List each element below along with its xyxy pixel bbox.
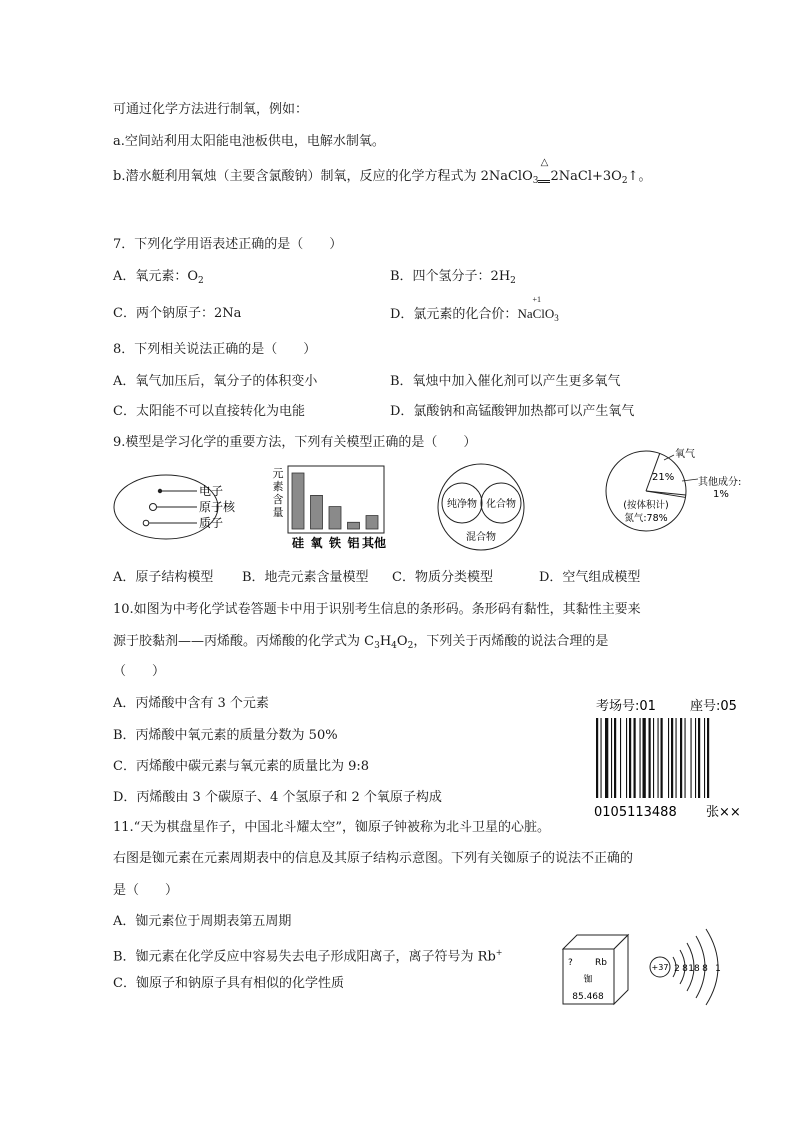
class-label-mixture: 混合物	[466, 532, 496, 543]
barcode-bar	[707, 718, 709, 798]
q11-option-a: A．铷元素位于周期表第五周期	[113, 914, 292, 929]
crust-category-label: 氧	[310, 536, 323, 550]
air-label-oxygen-pct: 21%	[652, 472, 675, 483]
barcode-seat: 座号:05	[690, 699, 737, 714]
q9-option-c: C．物质分类模型	[392, 570, 493, 585]
air-label-oxygen: 氧气	[675, 449, 695, 460]
barcode-bar	[611, 718, 612, 798]
shell-2-count: 8	[682, 964, 688, 974]
crust-category-label: 铁	[328, 536, 342, 550]
barcode-bar	[668, 718, 669, 798]
class-label-compound: 化合物	[486, 499, 516, 510]
q10-option-c: C．丙烯酸中碳元素与氧元素的质量比为 9:8	[113, 759, 370, 774]
nucleus-charge: +37	[651, 963, 669, 972]
q8-option-a: A．氧气加压后，氧分子的体积变小	[113, 374, 318, 389]
crust-ylabel-2: 含	[272, 493, 284, 506]
crust-bar	[311, 495, 323, 529]
barcode-bars	[596, 718, 709, 798]
air-label-other: 其他成分:	[698, 477, 742, 488]
q9-stem: 9.模型是学习化学的重要方法，下列有关模型正确的是（ ）	[113, 435, 477, 450]
crust-element-chart	[268, 463, 388, 553]
atom-label-nucleus: 原子核	[199, 500, 236, 514]
air-composition-chart	[602, 446, 762, 536]
crust-category-label: 其他	[361, 536, 387, 550]
q10-option-b: B．丙烯酸中氧元素的质量分数为 50%	[113, 728, 338, 743]
barcode-bar	[640, 718, 641, 798]
barcode-bar	[691, 718, 692, 798]
q10-stem-line-1: 10.如图为中考化学试卷答题卡中用于识别考生信息的条形码。条形码有黏性，其黏性主要来	[113, 602, 641, 617]
element-atomic-number: ?	[568, 958, 573, 968]
q7-option-d: D．氯元素的化合价：NaClO$_3$ +1	[390, 295, 559, 323]
q11-option-b: B．铷元素在化学反应中容易失去电子形成阳离子，离子符号为 Rb+	[113, 948, 503, 965]
element-symbol: Rb	[595, 958, 607, 968]
barcode-bar	[704, 718, 705, 798]
intro-line-2: a.空间站利用太阳能电池板供电，电解水制氧。	[113, 134, 385, 149]
element-mass: 85.468	[572, 992, 604, 1002]
crust-category-label: 铝	[347, 536, 360, 550]
intro-line-1: 可通过化学方法进行制氧，例如：	[113, 102, 309, 117]
q7-option-b: B．四个氢分子：$2H_2$	[390, 269, 516, 286]
shell-3-count: 18	[688, 964, 700, 974]
crust-bar	[292, 473, 304, 529]
q10-stem-line-3: （ ）	[113, 664, 166, 679]
q10-option-d: D．丙烯酸由 3 个碳原子、4 个氢原子和 2 个氧原子构成	[113, 790, 442, 805]
q11-stem-line-1: 11.“天为棋盘星作子，中国北斗耀太空”，铷原子钟被称为北斗卫星的心脏。	[113, 820, 550, 835]
shell-5-count: 1	[715, 964, 721, 974]
valence-mark: +1	[532, 295, 541, 304]
intro-line-3: b.潜水艇利用氧烛（主要含氯酸钠）制氧，反应的化学方程式为 2NaClO$_3$ △ $2NaCl+3O_2↑$。	[113, 157, 652, 186]
barcode-bar	[698, 718, 700, 798]
barcode-number: 0105113488	[594, 805, 677, 820]
q8-option-b: B．氧烛中加入催化剂可以产生更多氧气	[390, 374, 621, 389]
q9-option-a: A．原子结构模型	[113, 570, 214, 585]
barcode-bar	[661, 718, 663, 798]
classification-model-figure	[435, 462, 527, 552]
element-cell-figure	[560, 932, 635, 1007]
barcode-figure	[590, 694, 755, 824]
barcode-bar	[680, 718, 682, 798]
q8-stem: 8．下列相关说法正确的是（ ）	[113, 342, 317, 357]
air-label-nitrogen: 氮气:78%	[624, 513, 668, 524]
atom-model-figure	[113, 470, 253, 550]
crust-ylabel-3: 量	[272, 506, 284, 519]
atomic-structure-figure	[646, 926, 736, 1016]
q10-option-a: A．丙烯酸中含有 3 个元素	[113, 696, 269, 711]
barcode-bar	[620, 718, 621, 798]
class-label-pure: 纯净物	[447, 499, 477, 510]
atom-label-electron: 电子	[199, 484, 224, 498]
q11-stem-line-3: 是（ ）	[113, 883, 179, 898]
q9-option-d: D．空气组成模型	[539, 570, 641, 585]
barcode-bar	[596, 718, 598, 798]
barcode-exam-room: 考场号:01	[596, 699, 656, 714]
barcode-bar	[649, 718, 651, 798]
barcode-bar	[601, 718, 602, 798]
barcode-bar	[629, 718, 631, 798]
air-label-other-pct: 1%	[713, 489, 729, 500]
q8-option-c: C．太阳能不可以直接转化为电能	[113, 404, 305, 419]
crust-bar	[348, 522, 360, 529]
barcode-name: 张××	[706, 805, 741, 820]
q11-stem-line-2: 右图是铷元素在元素周期表中的信息及其原子结构示意图。下列有关铷原子的说法不正确的	[113, 851, 634, 866]
air-label-volume-note: (按体积计)	[623, 500, 669, 511]
barcode-bar	[653, 718, 654, 798]
q11-option-c: C．铷原子和钠原子具有相似的化学性质	[113, 976, 344, 991]
crust-bar	[366, 516, 378, 529]
barcode-bar	[614, 718, 616, 798]
barcode-bar	[671, 718, 673, 798]
q8-option-d: D．氯酸钠和高锰酸钾加热都可以产生氧气	[390, 404, 635, 419]
crust-category-label: 硅	[291, 536, 305, 550]
q10-stem-line-2: 源于胶黏剂——丙烯酸。丙烯酸的化学式为 $C_3H_4O_2$，下列关于丙烯酸的说法合理的是	[113, 634, 609, 651]
shell-1-count: 2	[674, 964, 680, 974]
barcode-bar	[685, 718, 686, 798]
q9-option-b: B．地壳元素含量模型	[242, 570, 369, 585]
barcode-bar	[695, 718, 696, 798]
barcode-bar	[605, 718, 608, 798]
q7-option-a: A．氧元素：$O_2$	[113, 269, 204, 286]
atom-label-proton: 质子	[199, 516, 224, 530]
crust-ylabel-0: 元	[272, 467, 284, 480]
crust-bar	[329, 507, 341, 529]
heat-symbol: △	[540, 157, 549, 168]
barcode-bar	[634, 718, 636, 798]
element-name: 铷	[583, 975, 593, 985]
barcode-bar	[676, 718, 677, 798]
q7-option-c: C．两个钠原子：2Na	[113, 306, 242, 321]
crust-ylabel-1: 素	[272, 480, 284, 493]
barcode-bar	[658, 718, 659, 798]
barcode-bar	[643, 718, 646, 798]
barcode-bar	[626, 718, 627, 798]
q7-stem: 7．下列化学用语表述正确的是（ ）	[113, 237, 343, 252]
shell-4-count: 8	[702, 964, 708, 974]
